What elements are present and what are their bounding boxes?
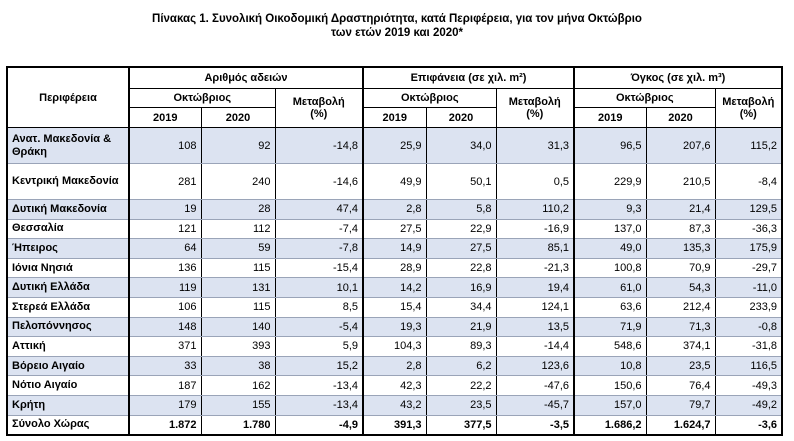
table-cell: 6,2 (426, 356, 496, 376)
area-change-header (496, 89, 574, 128)
table-header (7, 67, 782, 128)
total-cell: -4,9 (275, 415, 363, 435)
table-cell: -5,4 (275, 317, 363, 337)
table-cell: 281 (129, 164, 201, 200)
table-row (7, 395, 782, 415)
table-row (7, 128, 782, 164)
table-cell: 47,4 (275, 200, 363, 220)
region-name-cell: Δυτική Ελλάδα (7, 278, 129, 298)
table-cell: -31,8 (715, 337, 782, 357)
region-name-cell: Στερεά Ελλάδα (7, 297, 129, 317)
table-cell: 89,3 (426, 337, 496, 357)
table-cell: 106 (129, 297, 201, 317)
volume-month-header: Οκτώβριος (574, 89, 715, 108)
table-cell: 104,3 (363, 337, 426, 357)
table-cell: 19,3 (363, 317, 426, 337)
table-cell: 19,4 (496, 278, 574, 298)
table-cell: 59 (201, 239, 275, 259)
table-cell: 28 (201, 200, 275, 220)
volume-change-label: Μεταβολή (722, 96, 775, 108)
table-cell: 34,0 (426, 128, 496, 164)
table-cell: 119 (129, 278, 201, 298)
table-cell: 212,4 (646, 297, 715, 317)
region-name-cell: Δυτική Μακεδονία (7, 200, 129, 220)
table-cell: 2,8 (363, 356, 426, 376)
table-cell: 22,9 (426, 219, 496, 239)
table-row (7, 356, 782, 376)
table-cell: 233,9 (715, 297, 782, 317)
table-cell: 49,0 (574, 239, 646, 259)
area-year-2020-header: 2020 (426, 108, 496, 128)
table-cell: 131 (201, 278, 275, 298)
table-cell: 121 (129, 219, 201, 239)
table-cell: 179 (129, 395, 201, 415)
table-cell: 0,5 (496, 164, 574, 200)
table-cell: 240 (201, 164, 275, 200)
table-cell: 136 (129, 258, 201, 278)
table-cell: 207,6 (646, 128, 715, 164)
table-row (7, 297, 782, 317)
table-cell: 54,3 (646, 278, 715, 298)
table-cell: 140 (201, 317, 275, 337)
volume-year-2020-header: 2020 (646, 108, 715, 128)
area-month-header: Οκτώβριος (363, 89, 496, 108)
table-cell: 129,5 (715, 200, 782, 220)
area-change-unit: (%) (526, 108, 544, 120)
table-cell: 15,4 (363, 297, 426, 317)
table-cell: 148 (129, 317, 201, 337)
table-cell: 15,2 (275, 356, 363, 376)
region-name-cell: Ήπειρος (7, 239, 129, 259)
permits-month-header: Οκτώβριος (129, 89, 275, 108)
table-cell: 116,5 (715, 356, 782, 376)
table-cell: 229,9 (574, 164, 646, 200)
area-group-label: Επιφάνεια (σε χιλ. m²) (410, 72, 527, 84)
table-title-line-1: Πίνακας 1. Συνολική Οικοδομική Δραστηριότητα, κατά Περιφέρεια, για τον μήνα Οκτώβριο (152, 13, 642, 25)
table-cell: 63,6 (574, 297, 646, 317)
table-cell: 135,3 (646, 239, 715, 259)
table-cell: 21,4 (646, 200, 715, 220)
volume-group-header (574, 67, 782, 89)
table-cell: 2,8 (363, 200, 426, 220)
table-cell: 50,1 (426, 164, 496, 200)
area-year-2019-header: 2019 (363, 108, 426, 128)
table-row (7, 258, 782, 278)
total-cell: 377,5 (426, 415, 496, 435)
total-cell: -3,5 (496, 415, 574, 435)
table-row (7, 239, 782, 259)
table-cell: -16,9 (496, 219, 574, 239)
table-cell: 79,7 (646, 395, 715, 415)
permits-change-label: Μεταβολή (292, 96, 345, 108)
table-cell: 92 (201, 128, 275, 164)
table-cell: 124,1 (496, 297, 574, 317)
region-name-cell: Ιόνια Νησιά (7, 258, 129, 278)
table-cell: 210,5 (646, 164, 715, 200)
table-cell: -7,8 (275, 239, 363, 259)
table-cell: 76,4 (646, 376, 715, 396)
region-column-header: Περιφέρεια (7, 67, 129, 128)
table-cell: 10,8 (574, 356, 646, 376)
table-row (7, 376, 782, 396)
table-cell: 548,6 (574, 337, 646, 357)
table-cell: 162 (201, 376, 275, 396)
table-cell: -8,4 (715, 164, 782, 200)
total-cell: 1.624,7 (646, 415, 715, 435)
region-name-cell: Κρήτη (7, 395, 129, 415)
table-cell: 23,5 (646, 356, 715, 376)
table-title-line-2: των ετών 2019 και 2020* (330, 27, 464, 39)
table-cell: 5,9 (275, 337, 363, 357)
total-row-label: Σύνολο Χώρας (7, 415, 129, 435)
table-cell: 100,8 (574, 258, 646, 278)
table-cell: -0,8 (715, 317, 782, 337)
table-cell: -7,4 (275, 219, 363, 239)
table-cell: 71,3 (646, 317, 715, 337)
table-cell: 155 (201, 395, 275, 415)
table-cell: 112 (201, 219, 275, 239)
table-cell: 27,5 (363, 219, 426, 239)
table-cell: 175,9 (715, 239, 782, 259)
table-cell: -29,7 (715, 258, 782, 278)
total-row (7, 415, 782, 435)
table-cell: 108 (129, 128, 201, 164)
table-cell: 33 (129, 356, 201, 376)
table-cell: -47,6 (496, 376, 574, 396)
table-cell: -14,6 (275, 164, 363, 200)
table-cell: 22,2 (426, 376, 496, 396)
table-cell: 42,3 (363, 376, 426, 396)
table-cell: 38 (201, 356, 275, 376)
table-cell: 115 (201, 258, 275, 278)
table-cell: 115,2 (715, 128, 782, 164)
table-cell: 71,9 (574, 317, 646, 337)
table-cell: -11,0 (715, 278, 782, 298)
table-cell: 16,9 (426, 278, 496, 298)
table-cell: 19 (129, 200, 201, 220)
table-cell: 8,5 (275, 297, 363, 317)
table-row (7, 200, 782, 220)
total-cell: 1.686,2 (574, 415, 646, 435)
table-cell: 5,8 (426, 200, 496, 220)
table-cell: 157,0 (574, 395, 646, 415)
table-cell: -13,4 (275, 376, 363, 396)
table-footer (7, 415, 782, 435)
table-cell: -14,4 (496, 337, 574, 357)
table-cell: 14,9 (363, 239, 426, 259)
table-cell: 13,5 (496, 317, 574, 337)
table-cell: -49,3 (715, 376, 782, 396)
table-cell: 14,2 (363, 278, 426, 298)
table-cell: 187 (129, 376, 201, 396)
volume-change-unit: (%) (739, 108, 757, 120)
table-cell: -13,4 (275, 395, 363, 415)
table-cell: -36,3 (715, 219, 782, 239)
region-name-cell: Θεσσαλία (7, 219, 129, 239)
table-cell: -15,4 (275, 258, 363, 278)
total-cell: 1.780 (201, 415, 275, 435)
permits-year-2019-header: 2019 (129, 108, 201, 128)
table-cell: 64 (129, 239, 201, 259)
table-cell: 28,9 (363, 258, 426, 278)
total-cell: 391,3 (363, 415, 426, 435)
table-cell: 115 (201, 297, 275, 317)
table-cell: 150,6 (574, 376, 646, 396)
table-cell: 61,0 (574, 278, 646, 298)
table-row (7, 317, 782, 337)
table-cell: 393 (201, 337, 275, 357)
volume-group-label: Όγκος (σε χιλ. m³) (630, 72, 726, 84)
region-name-cell: Πελοπόννησος (7, 317, 129, 337)
permits-year-2020-header: 2020 (201, 108, 275, 128)
area-group-header (363, 67, 574, 89)
table-cell: 123,6 (496, 356, 574, 376)
region-name-cell: Νότιο Αιγαίο (7, 376, 129, 396)
table-row (7, 337, 782, 357)
table-cell: 9,3 (574, 200, 646, 220)
table-cell: 23,5 (426, 395, 496, 415)
table-cell: 31,3 (496, 128, 574, 164)
table-cell: 371 (129, 337, 201, 357)
table-cell: 22,8 (426, 258, 496, 278)
area-change-label: Μεταβολή (508, 96, 561, 108)
table-cell: 70,9 (646, 258, 715, 278)
table-cell: 87,3 (646, 219, 715, 239)
table-cell: 25,9 (363, 128, 426, 164)
statistics-table (6, 66, 783, 436)
region-name-cell: Αττική (7, 337, 129, 357)
table-cell: 85,1 (496, 239, 574, 259)
region-name-cell: Ανατ. Μακεδονία & Θράκη (7, 128, 129, 164)
table-cell: 96,5 (574, 128, 646, 164)
region-name-cell: Βόρειο Αιγαίο (7, 356, 129, 376)
table-row (7, 164, 782, 200)
table-cell: 10,1 (275, 278, 363, 298)
table-cell: 374,1 (646, 337, 715, 357)
table-cell: -49,2 (715, 395, 782, 415)
table-row (7, 219, 782, 239)
permits-group-header: Αριθμός αδειών (129, 67, 363, 89)
table-cell: 21,9 (426, 317, 496, 337)
total-cell: 1.872 (129, 415, 201, 435)
volume-year-2019-header: 2019 (574, 108, 646, 128)
permits-change-header (275, 89, 363, 128)
table-cell: 27,5 (426, 239, 496, 259)
table-cell: -45,7 (496, 395, 574, 415)
table-row (7, 278, 782, 298)
volume-change-header (715, 89, 782, 128)
table-cell: -21,3 (496, 258, 574, 278)
table-cell: 137,0 (574, 219, 646, 239)
table-cell: 110,2 (496, 200, 574, 220)
table-body (7, 128, 782, 416)
table-cell: 49,9 (363, 164, 426, 200)
region-name-cell: Κεντρική Μακεδονία (7, 164, 129, 200)
table-cell: 34,4 (426, 297, 496, 317)
table-cell: -14,8 (275, 128, 363, 164)
permits-change-unit: (%) (310, 108, 328, 120)
total-cell: -3,6 (715, 415, 782, 435)
table-title (0, 12, 794, 40)
table-cell: 43,2 (363, 395, 426, 415)
